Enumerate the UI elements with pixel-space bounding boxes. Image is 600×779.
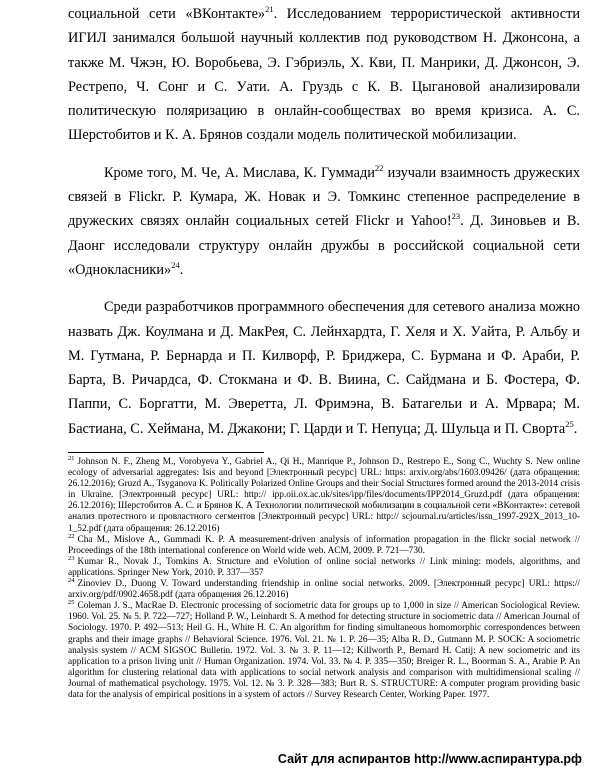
footnote-text: Johnson N. F., Zheng M., Vorobyeva Y., Gabriel A., Qi H., Manrique P., Johnson D., Restrepo E., Song C., Wuchty S. New online ecology of adversarial aggregates: Isis and beyond [Электронный ресурс] URL: https: arxiv.org/abs/1603.09426/ (дата обращения: 26.12.2016); Gruzd A., Tsyganova K. Politically Polarized Online Groups and their Social Structures formed around the 2013-2014 crisis in Ukraine. [Электронный ресурс] URL: http:// ipp.oii.ox.ac.uk/sites/ipp/files/documents/IPP2014_Gruzd.pdf (дата обращения: 26.12.2016); Шерстобитов А. С. и Брянов К. А Технологии политической мобилизации в социальной сети «ВКонтакте»: сетевой анализ протестного и провластного сегментов [Электронный ресурс] URL: http:// scjournal.ru/articles/issn_1997-292X_2013_10-1_52.pdf (дата обращения: 26.12.2016): [68, 457, 580, 534]
footnote-text: Zinoviev D., Duong V. Toward understanding friendship in online social networks. 2009. [Электронный ресурс] URL: https:// arxiv.org/pdf/0902.4658.pdf (дата обращения 26.12.2016): [68, 579, 580, 601]
paragraph-1: социальной сети «ВКонтакте»$^{21}$. Исследованием террористической активности ИГИЛ занимался большой научный коллектив под руководством Н. Джонсона, а также М. Чжэн, Ю. Воробьева, Э. Гэбриэль, Х. Кви, П. Манрики, Д. Джонсон, Э. Рестрепо, Ч. Сонг и С. Уати. А. Груздь с К. В. Цыгановой анализировали политическую поляризацию в онлайн-сообществах во время кризиса. А. С. Шерстобитов и К. А. Брянов создали модель политической мобилизации.: [68, 4, 580, 144]
site-footer-link[interactable]: Сайт для аспирантов http://www.аспирантура.рф: [277, 752, 582, 766]
main-text: [68, 2, 580, 441]
footnote-text: Coleman J. S., MacRae D. Electronic processing of sociometric data for groups up to 1,000 in size // American Sociological Review. 1960. Vol. 25. № 5. P. 722—727; Holland P. W., Leinhardt S. A method for detecting structure in sociometric data // American Journal of Sociology. 1970. P. 492—513; Heil G. H., White H. C. An algorithm for finding simultaneous homomorphic correspondences between graphs and their image graphs // Behavioral Science. 1976. Vol. 21. № 1. P. 26—35; Alba R. D., Gutmann M. P. SOCK: A sociometric analysis system // ACM SIGSOC Bulletin. 1972. Vol. 3. № 3. P. 11—12; Killworth P., Bernard H. Catij: A new sociometric and its application to a prison living unit // Human Organization. 1974. Vol. 33. № 4. P. 335—350; Breiger R. L., Boorman S. A., Arabie P. An algorithm for clustering relational data with applications to social network analysis and comparison with multidimensional scaling // Journal of mathematical psychology. 1975. Vol. 12. № 3. P. 328—383; Burt R. S. STRUCTURE: A computer program providing basic data for the analysis of empirical positions in a system of actors // Survey Research Center, Working Paper. 1977.: [68, 601, 580, 700]
footnote-text: Cha M., Mislove A., Gummadi K. P. A measurement-driven analysis of information propagation in the flickr social network // Proceedings of the 18th international conference on World wide web. ACM, 2009. P. 721—730.: [68, 534, 580, 556]
footnote-number: 21: [68, 454, 75, 462]
footnote-separator: [68, 452, 264, 453]
footnote-ref-21[interactable]: 21: [265, 4, 274, 15]
footnote-22: [68, 532, 580, 557]
paragraph-3: Среди разработчиков программного обеспечения для сетевого анализа можно назвать Дж. Коулмана и Д. МакРея, С. Лейнхардта, Г. Хеля и Х. Уайта, Р. Альбу и М. Гутмана, Р. Бернарда и П. Килворф, Р. Бриджера, С. Бурмана и Ф. Араби, Р. Барта, В. Ричардса, Ф. Стокмана и Ф. В. Виина, С. Сайдмана и Б. Фостера, Ф. Паппи, С. Боргатти, М. Эверетта, Л. Фримэна, В. Батагельи и А. Мрвара; М. Бастиана, С. Хеймана, М. Джакони; Г. Царди и Т. Непуца; Д. Шульца и П. Сворта$^{25}$.: [68, 299, 580, 437]
paragraph-2: Кроме того, М. Че, А. Мислава, К. Гуммади$^{22}$ изучали взаимность дружеских связей в Flickr. Р. Кумара, Ж. Новак и Э. Томкинс степенное распределение в дружеских связях онлайн социальных сетей Flickr и Yahoo!$^{23}$. Д. Зиновьев и В. Даонг исследовали структуру онлайн дружбы в российской социальной сети «Однокласники»$^{24}$.: [68, 163, 580, 278]
footnote-21: [68, 454, 580, 535]
footnote-number: 24: [68, 576, 75, 584]
footnote-24: [68, 576, 580, 601]
footnote-23: [68, 554, 580, 579]
footnote-ref-24[interactable]: 24: [171, 260, 180, 271]
footnote-ref-23[interactable]: 23: [451, 211, 461, 222]
footnote-ref-25[interactable]: 25: [565, 418, 574, 429]
footnote-number: 22: [68, 532, 75, 540]
footnote-number: 25: [68, 599, 75, 607]
footnote-text: Kumar R., Novak J., Tomkins A. Structure and eVolution of online social networks // Link mining: models, algorithms, and applications. Springer New York, 2010. P. 337—357: [68, 556, 580, 578]
footnote-ref-22[interactable]: 22: [374, 163, 384, 174]
footnote-25: [68, 601, 580, 701]
footnotes: [68, 454, 580, 701]
footnote-number: 23: [68, 554, 75, 562]
